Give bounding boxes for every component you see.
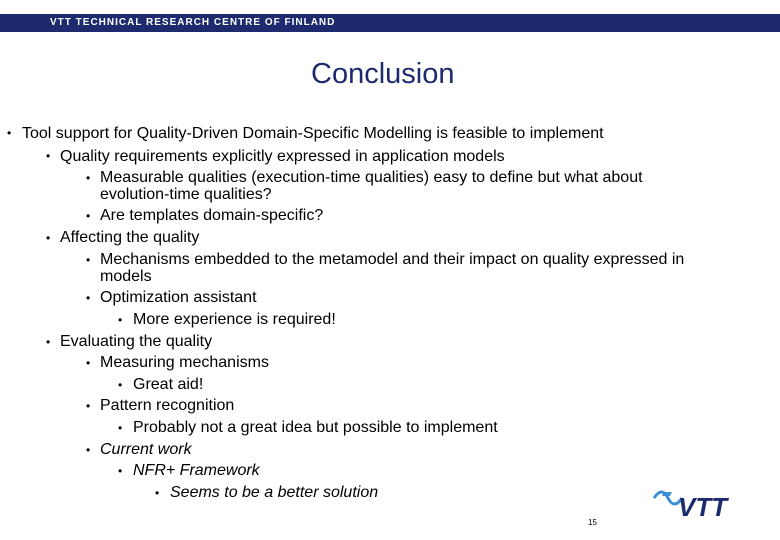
bullet-item-continued: models [100, 268, 152, 285]
bullet-dot-icon: • [86, 253, 91, 267]
bullet-dot-icon: • [46, 149, 51, 163]
bullet-item: More experience is required! [133, 311, 336, 328]
bullet-item: Pattern recognition [100, 397, 235, 414]
bullet-item: Affecting the quality [60, 229, 200, 246]
page-number: 15 [588, 518, 597, 527]
bullet-item: Seems to be a better solution [170, 484, 379, 501]
header-org-name: VTT TECHNICAL RESEARCH CENTRE OF FINLAND [50, 17, 336, 28]
bullet-dot-icon: • [46, 335, 51, 349]
bullet-dot-icon: • [86, 209, 91, 223]
bullet-dot-icon: • [118, 313, 123, 327]
bullet-item: Evaluating the quality [60, 333, 213, 350]
slide-title: Conclusion [311, 58, 455, 90]
bullet-item: Mechanisms embedded to the metamodel and their impact on quality expressed in [100, 251, 685, 268]
bullet-dot-icon: • [7, 126, 12, 140]
bullet-dot-icon: • [46, 231, 51, 245]
bullet-item: NFR+ Framework [133, 462, 260, 479]
bullet-dot-icon: • [155, 486, 160, 500]
bullet-item: Great aid! [133, 376, 204, 393]
bullet-item: Measuring mechanisms [100, 354, 269, 371]
bullet-dot-icon: • [118, 464, 123, 478]
vtt-logo-icon [650, 484, 746, 520]
bullet-item: Measurable qualities (execution-time qualities) easy to define but what about [100, 169, 643, 186]
bullet-dot-icon: • [86, 291, 91, 305]
bullet-dot-icon: • [118, 378, 123, 392]
bullet-item: Optimization assistant [100, 289, 257, 306]
bullet-item: Probably not a great idea but possible to implement [133, 419, 498, 436]
bullet-dot-icon: • [86, 443, 91, 457]
bullet-item: Tool support for Quality-Driven Domain-Specific Modelling is feasible to implement [22, 125, 604, 142]
bullet-dot-icon: • [86, 356, 91, 370]
bullet-item: Current work [100, 441, 192, 458]
bullet-dot-icon: • [86, 399, 91, 413]
bullet-item: Are templates domain-specific? [100, 207, 324, 224]
bullet-dot-icon: • [86, 171, 91, 185]
bullet-dot-icon: • [118, 421, 123, 435]
bullet-item: Quality requirements explicitly expressed in application models [60, 148, 505, 165]
logo-text: VTT [678, 492, 728, 520]
bullet-item-continued: evolution-time qualities? [100, 186, 272, 203]
